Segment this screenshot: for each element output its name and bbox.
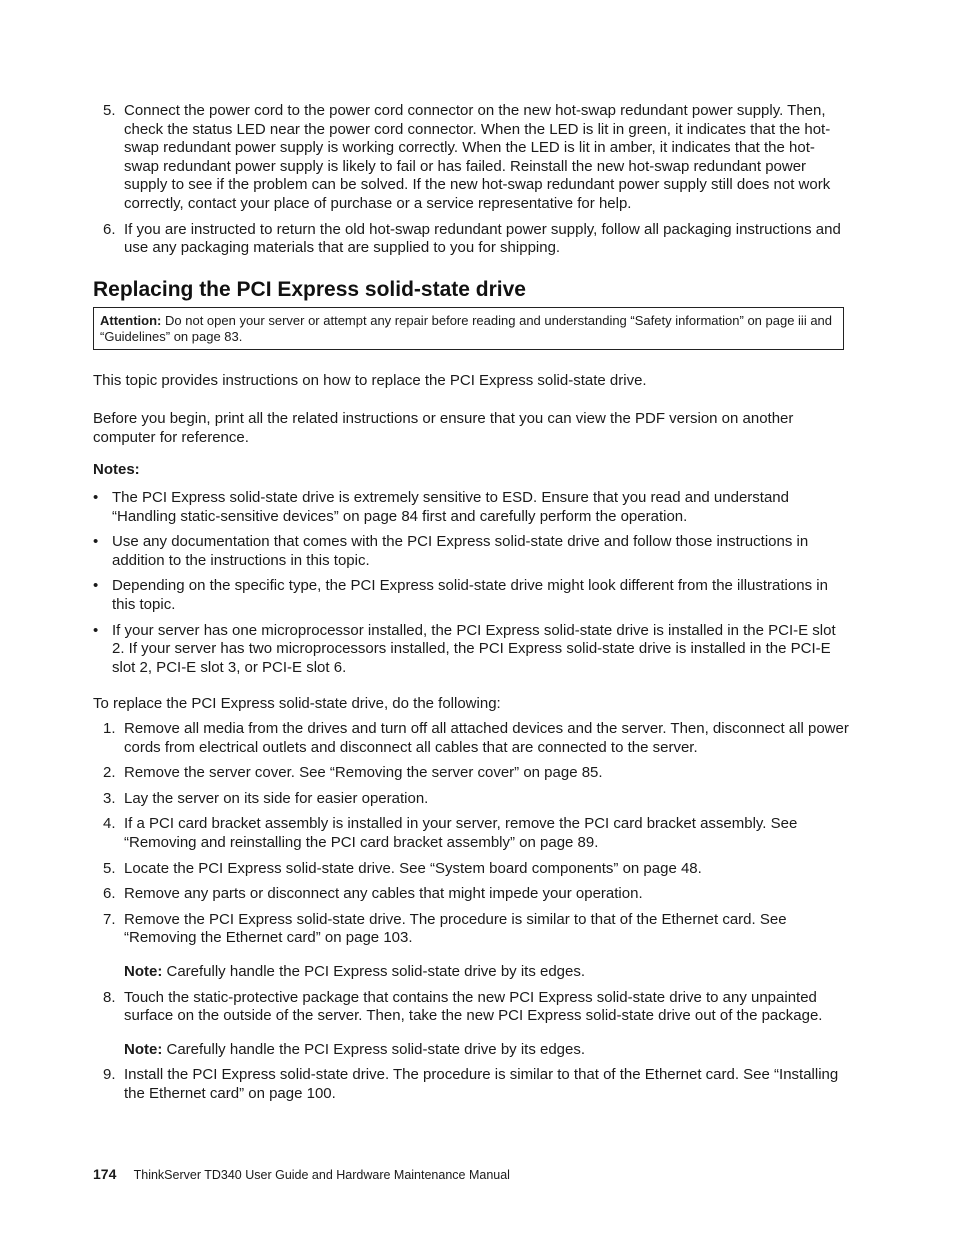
step-4 xyxy=(93,815,853,852)
document-title: ThinkServer TD340 User Guide and Hardware Maintenance Manual xyxy=(133,1168,510,1182)
attention-text: Do not open your server or attempt any repair before reading and understanding “Safety information” on page iii and “Guidelines” on page 83. xyxy=(100,313,833,344)
step-text: Lay the server on its side for easier operation. xyxy=(124,789,429,807)
step-number: 2. xyxy=(103,764,116,782)
note-text: Use any documentation that comes with the PCI Express solid-state drive and follow those instructions in addition to the instructions in this topic. xyxy=(112,533,809,569)
bullet-icon: • xyxy=(93,577,99,595)
step-text: If you are instructed to return the old hot-swap redundant power supply, follow all packaging instructions and use any packaging materials that are supplied to you for shipping. xyxy=(124,220,841,257)
step-6 xyxy=(93,885,853,904)
step-number: 5. xyxy=(103,102,116,119)
note-text: The PCI Express solid-state drive is extremely sensitive to ESD. Ensure that you read and understand “Handling static-sensitive devices” on page 84 first and carefully perform the operation. xyxy=(112,489,789,525)
note-item xyxy=(93,489,853,526)
step-text: Locate the PCI Express solid-state drive. See “System board components” on page 48. xyxy=(124,859,702,877)
top-step-5 xyxy=(93,102,853,214)
step-number: 6. xyxy=(103,220,116,238)
note-label: Note: xyxy=(124,1040,163,1058)
section-title: Replacing the PCI Express solid-state drive xyxy=(93,278,526,301)
note-item xyxy=(93,622,853,678)
note-label: Note: xyxy=(124,962,163,980)
note-text: If your server has one microprocessor installed, the PCI Express solid-state drive is installed in the PCI-E slot 2. If your server has two microprocessors installed, the PCI Express solid-state drive is installed in the PCI-E slot 2, PCI-E slot 3, or PCI-E slot 6. xyxy=(112,621,836,676)
step-text: If a PCI card bracket assembly is installed in your server, remove the PCI card bracket assembly. See “Removing and reinstalling the PCI card bracket assembly” on page 89. xyxy=(124,815,798,851)
note-item xyxy=(93,533,853,570)
intro-paragraph: This topic provides instructions on how to replace the PCI Express solid-state drive. xyxy=(93,372,647,389)
bullet-icon: • xyxy=(93,621,99,639)
attention-box xyxy=(93,307,844,350)
step-number: 3. xyxy=(103,789,116,807)
step-5 xyxy=(93,860,853,879)
notes-list xyxy=(93,489,853,677)
notes-label: Notes: xyxy=(93,461,140,478)
procedure-intro: To replace the PCI Express solid-state drive, do the following: xyxy=(93,695,501,712)
step-2 xyxy=(93,764,853,783)
step-number: 4. xyxy=(103,815,116,833)
step-7 xyxy=(93,911,853,982)
page-footer xyxy=(93,1166,510,1183)
step-1 xyxy=(93,720,853,757)
step-text: Touch the static-protective package that contains the new PCI Express solid-state drive to any unpainted surface on the outside of the server. Then, take the new PCI Express solid-state drive out of the package. xyxy=(124,988,823,1025)
step-8 xyxy=(93,989,853,1060)
bullet-icon: • xyxy=(93,489,99,506)
before-paragraph: Before you begin, print all the related instructions or ensure that you can view the PDF version on another computer for reference. xyxy=(93,410,794,446)
step-number: 5. xyxy=(103,859,116,877)
note-text: Carefully handle the PCI Express solid-state drive by its edges. xyxy=(166,962,586,980)
step-text: Connect the power cord to the power cord connector on the new hot-swap redundant power supply. Then, check the status LED near the power cord connector. When the LED is lit in green, it indicates that the hot-swap redundant power supply is working correctly. When the LED is lit in amber, it indicates that the hot-swap redundant power supply is likely to fail or has failed. Reinstall the new hot-swap redundant power supply to see if the problem can be solved. If the new hot-swap redundant power supply still does not work correctly, contact your place of purchase or a service representative for help. xyxy=(124,102,831,212)
step-number: 6. xyxy=(103,885,116,903)
step-text: Remove the server cover. See “Removing the server cover” on page 85. xyxy=(124,764,603,782)
step-9 xyxy=(93,1066,853,1103)
note-text: Depending on the specific type, the PCI Express solid-state drive might look different from the illustrations in this topic. xyxy=(112,577,828,613)
top-step-list xyxy=(93,102,853,258)
step-3 xyxy=(93,790,853,809)
bullet-icon: • xyxy=(93,533,99,551)
page-number: 174 xyxy=(93,1166,117,1182)
note-item xyxy=(93,577,853,614)
attention-label: Attention: xyxy=(100,313,162,328)
top-step-6 xyxy=(93,221,853,258)
step-text: Remove all media from the drives and turn off all attached devices and the server. Then, disconnect all power cords from electrical outlets and disconnect all cables that are connected to the server. xyxy=(124,720,849,756)
step-text: Remove any parts or disconnect any cables that might impede your operation. xyxy=(124,885,643,903)
step-number: 1. xyxy=(103,720,116,737)
step-number: 7. xyxy=(103,910,116,928)
step-note xyxy=(124,1041,849,1060)
step-text: Install the PCI Express solid-state drive. The procedure is similar to that of the Ethernet card. See “Installing the Ethernet card” on page 100. xyxy=(124,1066,839,1102)
step-number: 8. xyxy=(103,988,116,1006)
step-number: 9. xyxy=(103,1066,116,1084)
note-text: Carefully handle the PCI Express solid-state drive by its edges. xyxy=(166,1040,586,1058)
procedure-step-list xyxy=(93,720,853,1104)
step-text: Remove the PCI Express solid-state drive. The procedure is similar to that of the Ethernet card. See “Removing the Ethernet card” on page 103. xyxy=(124,910,787,947)
step-note xyxy=(124,963,849,982)
